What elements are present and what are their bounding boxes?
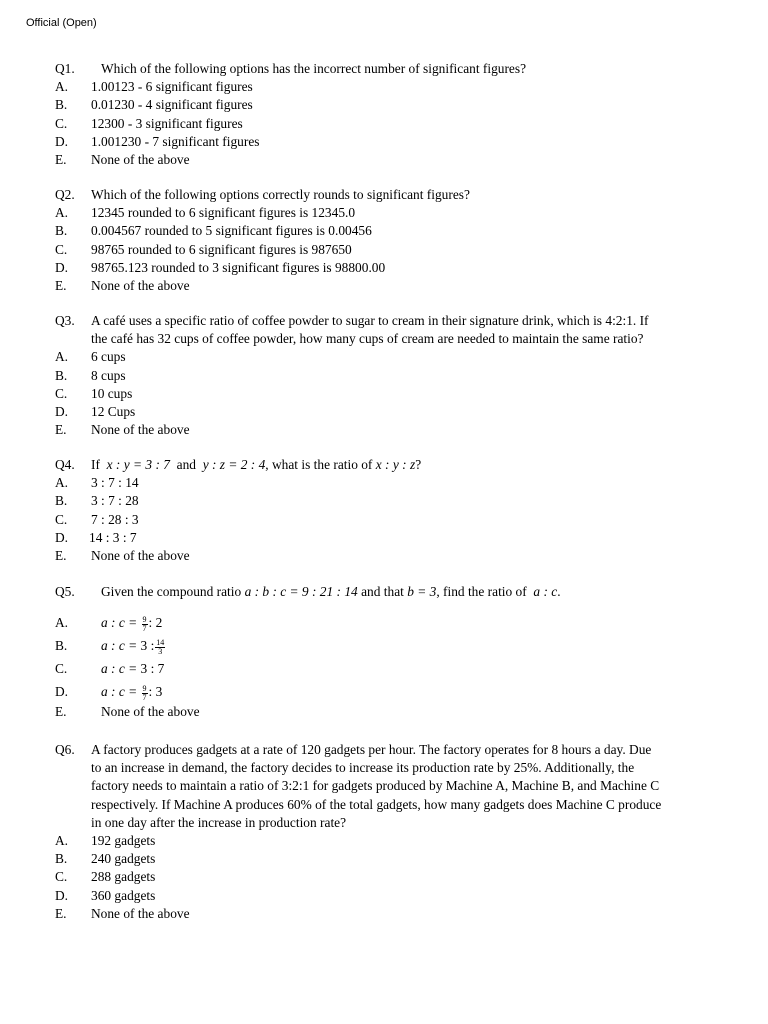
- question-number: Q1.: [55, 61, 75, 76]
- option-letter: E.: [55, 704, 67, 720]
- ratio-xyz: x : y : z: [375, 457, 416, 472]
- ratio-yz: y : z = 2 : 4: [202, 457, 266, 472]
- question-stem-continued: [0, 330, 768, 348]
- question-1: [0, 60, 768, 169]
- option-text: 6 cups: [91, 349, 126, 365]
- option-a: [0, 611, 768, 634]
- option-letter: D.: [55, 684, 69, 700]
- text-given: Given the compound ratio: [101, 584, 242, 599]
- option-d: [0, 887, 768, 905]
- question-number: Q2.: [55, 187, 75, 202]
- option-a: [0, 832, 768, 850]
- option-text: None of the above: [91, 277, 190, 293]
- question-6: [0, 741, 768, 923]
- text-end: .: [557, 584, 561, 599]
- option-letter: C.: [55, 115, 68, 131]
- pre: 3 :: [140, 638, 155, 654]
- option-letter: B.: [55, 851, 68, 867]
- question-number: Q5.: [55, 584, 75, 599]
- option-a: [0, 348, 768, 366]
- option-c: [0, 241, 768, 259]
- numerator: 9: [142, 614, 147, 624]
- option-letter: D.: [55, 133, 69, 149]
- question-text: Which of the following options correctly rounds to significant figures?: [91, 187, 470, 202]
- question-stem-continued: [0, 796, 768, 814]
- option-math: [101, 611, 162, 634]
- option-letter: D.: [55, 529, 69, 545]
- option-text: 8 cups: [91, 367, 126, 383]
- option-text: None of the above: [91, 151, 190, 167]
- ratio-ac: a : c: [533, 584, 558, 599]
- b-value: b = 3: [407, 584, 437, 599]
- option-letter: B.: [55, 367, 68, 383]
- option-d: [0, 529, 768, 547]
- option-math: [101, 634, 166, 657]
- question-number: Q3.: [55, 313, 75, 328]
- option-c: [0, 868, 768, 886]
- option-math: [101, 657, 164, 680]
- option-b: [0, 850, 768, 868]
- question-text: to an increase in demand, the factory decides to increase its production rate by 25%. Additionally, the: [91, 760, 635, 776]
- option-text: 240 gadgets: [91, 851, 156, 867]
- question-text: [91, 456, 421, 474]
- option-letter: D.: [55, 259, 69, 275]
- option-letter: D.: [55, 403, 69, 419]
- lhs: a : c =: [101, 615, 141, 631]
- option-text: 7 : 28 : 3: [91, 511, 139, 527]
- ratio-xy: x : y = 3 : 7: [106, 457, 170, 472]
- option-letter: D.: [55, 887, 69, 903]
- option-letter: B.: [55, 493, 68, 509]
- option-e: [0, 421, 768, 439]
- fraction: [142, 616, 148, 633]
- option-d: [0, 680, 768, 703]
- option-letter: E.: [55, 547, 67, 563]
- option-text: 14 : 3 : 7: [89, 529, 137, 545]
- option-text: 360 gadgets: [91, 887, 156, 903]
- option-text: 10 cups: [91, 385, 133, 401]
- fraction: [142, 685, 148, 702]
- question-stem: [0, 741, 768, 759]
- option-text: None of the above: [91, 905, 190, 921]
- text-if: If: [91, 457, 100, 472]
- option-text: 12345 rounded to 6 significant figures is 12345.0: [91, 205, 356, 221]
- lhs: a : c =: [101, 661, 141, 677]
- classification-label: Official (Open): [26, 17, 97, 29]
- option-letter: E.: [55, 277, 67, 293]
- option-math: [101, 680, 162, 703]
- question-text: the café has 32 cups of coffee powder, how many cups of cream are needed to maintain the same ratio?: [91, 331, 644, 347]
- question-text: [101, 583, 561, 601]
- option-e: [0, 547, 768, 565]
- question-stem: [0, 456, 768, 474]
- question-stem: [0, 312, 768, 330]
- option-text: 12 Cups: [91, 403, 136, 419]
- option-text: 192 gadgets: [91, 832, 156, 848]
- option-b: [0, 96, 768, 114]
- text-mid: , what is the ratio of: [265, 457, 373, 472]
- question-stem: [0, 60, 768, 78]
- option-letter: B.: [55, 223, 68, 239]
- question-stem: [0, 186, 768, 204]
- option-letter: B.: [55, 97, 68, 113]
- question-text: factory needs to maintain a ratio of 3:2:1 for gadgets produced by Machine A, Machine B, and Machine C: [91, 778, 660, 794]
- option-d: [0, 259, 768, 277]
- option-letter: A.: [55, 832, 69, 848]
- option-b: [0, 492, 768, 510]
- question-stem: [0, 583, 768, 601]
- option-text: None of the above: [91, 547, 190, 563]
- option-letter: A.: [55, 205, 69, 221]
- rest: : 3: [148, 684, 163, 700]
- option-c: [0, 511, 768, 529]
- option-text: 1.001230 - 7 significant figures: [91, 133, 260, 149]
- option-letter: C.: [55, 241, 68, 257]
- question-text: A café uses a specific ratio of coffee powder to sugar to cream in their signature drink, which is 4:2:1. If: [91, 313, 649, 328]
- question-2: [0, 186, 768, 295]
- option-text: 0.01230 - 4 significant figures: [91, 97, 253, 113]
- option-letter: C.: [55, 661, 68, 677]
- option-letter: E.: [55, 422, 67, 438]
- numerator: 9: [142, 683, 147, 693]
- option-b: [0, 634, 768, 657]
- option-d: [0, 403, 768, 421]
- fraction: [155, 639, 165, 656]
- text-end: ?: [415, 457, 422, 472]
- option-e: [0, 277, 768, 295]
- question-text: Which of the following options has the incorrect number of significant figures?: [101, 61, 527, 76]
- question-5: [0, 583, 768, 721]
- option-c: [0, 657, 768, 680]
- option-e: [0, 151, 768, 169]
- option-text: 98765.123 rounded to 3 significant figures is 98800.00: [91, 259, 386, 275]
- ratio-abc: a : b : c = 9 : 21 : 14: [244, 584, 358, 599]
- option-text: 98765 rounded to 6 significant figures is 987650: [91, 241, 352, 257]
- question-number: Q6.: [55, 742, 75, 757]
- option-letter: C.: [55, 511, 68, 527]
- lhs: a : c =: [101, 638, 141, 654]
- numerator: 14: [156, 637, 165, 647]
- question-stem-continued: [0, 759, 768, 777]
- option-letter: A.: [55, 475, 69, 491]
- text-and-that: and that: [361, 584, 404, 599]
- option-a: [0, 204, 768, 222]
- lhs: a : c =: [101, 684, 141, 700]
- option-text: None of the above: [91, 422, 190, 438]
- rest: : 2: [148, 615, 163, 631]
- option-text: 1.00123 - 6 significant figures: [91, 79, 253, 95]
- option-e: [0, 703, 768, 721]
- option-text: 0.004567 rounded to 5 significant figures is 0.00456: [91, 223, 372, 239]
- option-c: [0, 115, 768, 133]
- question-number: Q4.: [55, 457, 75, 472]
- denominator: 3: [158, 646, 163, 656]
- question-text: A factory produces gadgets at a rate of 120 gadgets per hour. The factory operates for 8 hours a day. Due: [91, 742, 652, 757]
- option-letter: A.: [55, 349, 69, 365]
- option-b: [0, 367, 768, 385]
- option-text: 288 gadgets: [91, 869, 156, 885]
- denominator: 7: [142, 623, 147, 633]
- option-e: [0, 905, 768, 923]
- question-3: [0, 312, 768, 439]
- option-a: [0, 78, 768, 96]
- option-letter: C.: [55, 869, 68, 885]
- question-text: respectively. If Machine A produces 60% of the total gadgets, how many gadgets does Machine C produce: [91, 796, 662, 812]
- option-letter: B.: [55, 638, 68, 654]
- text-find: , find the ratio of: [436, 584, 527, 599]
- question-stem-continued: [0, 814, 768, 832]
- question-stem-continued: [0, 777, 768, 795]
- option-text: 3 : 7 : 14: [91, 475, 139, 491]
- option-text: None of the above: [101, 704, 200, 720]
- option-text: 12300 - 3 significant figures: [91, 115, 243, 131]
- option-letter: A.: [55, 615, 69, 631]
- denominator: 7: [142, 692, 147, 702]
- question-text: in one day after the increase in production rate?: [91, 814, 347, 830]
- option-letter: E.: [55, 151, 67, 167]
- option-b: [0, 222, 768, 240]
- option-letter: A.: [55, 79, 69, 95]
- option-d: [0, 133, 768, 151]
- option-c: [0, 385, 768, 403]
- question-4: [0, 456, 768, 565]
- option-letter: E.: [55, 905, 67, 921]
- option-text: 3 : 7 : 28: [91, 493, 139, 509]
- option-a: [0, 474, 768, 492]
- pre: 3 : 7: [140, 661, 165, 677]
- option-letter: C.: [55, 385, 68, 401]
- text-and: and: [176, 457, 196, 472]
